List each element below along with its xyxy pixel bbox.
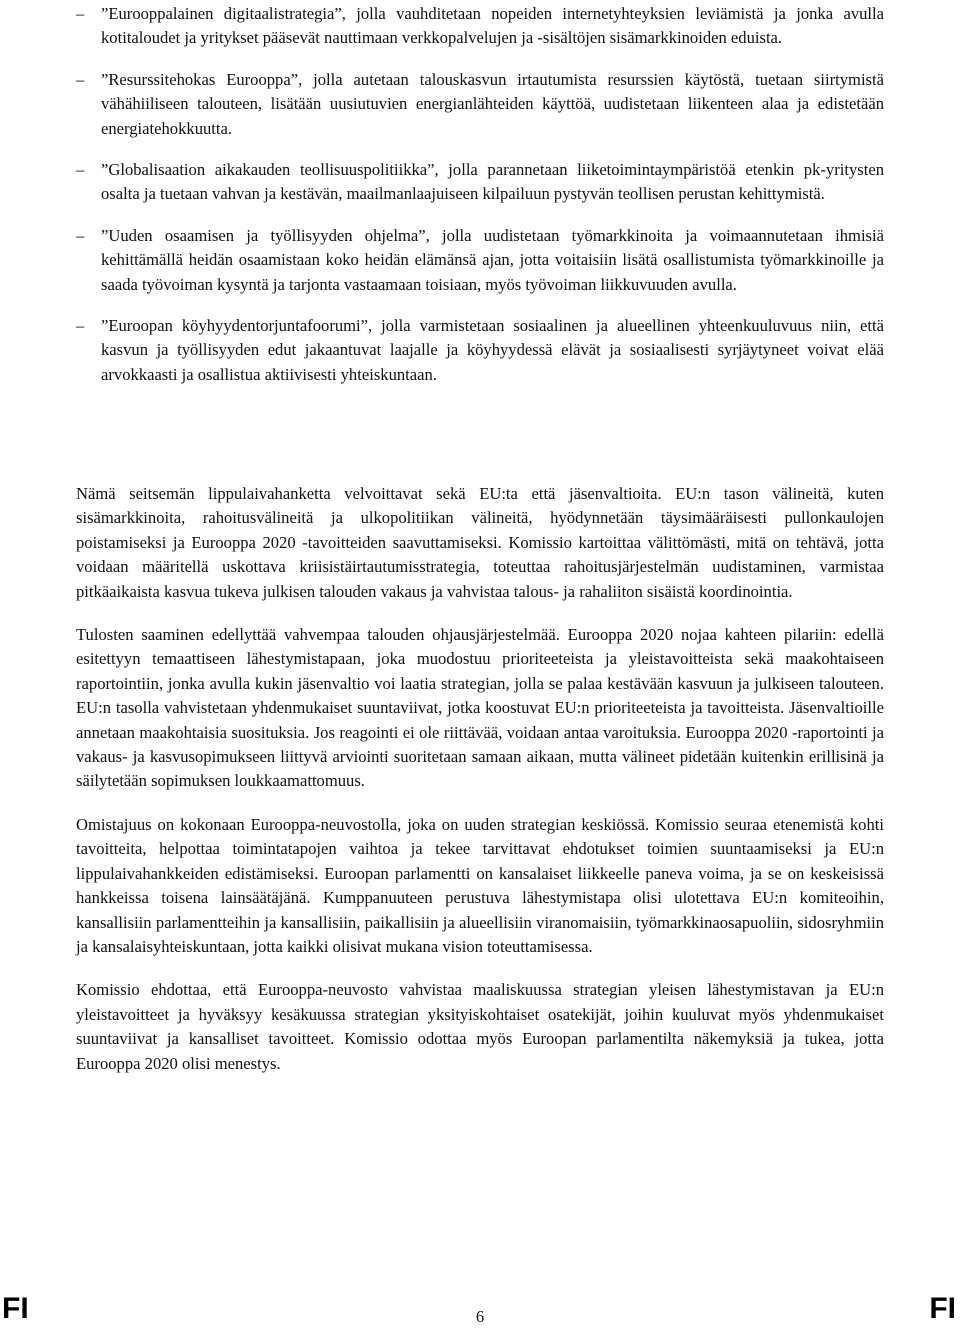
list-item-text: ”Resurssitehokas Eurooppa”, jolla autetaan talouskasvun irtautumista resurssien käytöstä, tuetaan siirtymistä vähähiiliseen talouteen, lisätään uusiutuvien energianlähteiden käyttöä, uudistetaan liikenteen alaa ja edistetään energiatehokkuutta. — [101, 69, 884, 138]
list-item — [76, 158, 884, 207]
list-item — [76, 224, 884, 297]
paragraph: Nämä seitsemän lippulaivahanketta velvoittavat sekä EU:ta että jäsenvaltioita. EU:n tason välineitä, kuten sisämarkkinoita, rahoitusvälineitä ja ulkopolitiikan välineitä, hyödynnetään täysimääräisesti pullonkaulojen poistamiseksi ja Eurooppa 2020 -tavoitteiden saavuttamiseksi. Komissio kartoittaa välittömästi, mitä on tehtävä, jotta voidaan määritellä uskottava kriisistäirtautumisstrategia, toteuttaa rahoitusjärjestelmän uudistaminen, varmistaa pitkäaikaista kasvua tukeva julkisen talouden vakaus ja vahvistaa talous- ja rahaliiton sisäistä koordinointia. — [76, 484, 884, 601]
dash-marker: – — [76, 69, 85, 89]
body-text — [76, 482, 884, 1095]
paragraph: Komissio ehdottaa, että Eurooppa-neuvosto vahvistaa maaliskuussa strategian yleisen lähestymistavan ja EU:n yleistavoitteet ja hyväksyy kesäkuussa strategian yksityiskohtaiset osatekijät, joihin kuuluvat myös yhdenmukaiset suuntaviivat ja kansalliset tavoitteet. Komissio odottaa myös Euroopan parlamentilta näkemyksiä ja tukea, jotta Eurooppa 2020 olisi menestys. — [76, 980, 884, 1073]
list-item-text: ”Euroopan köyhyydentorjuntafoorumi”, jolla varmistetaan sosiaalinen ja alueellinen yhteenkuuluvuus niin, että kasvun ja työllisyyden edut jakaantuvat laajalle ja köyhyydessä elävät ja sosiaalisesti syrjäytyneet voivat elää arvokkaasti ja osallistua aktiivisesti yhteiskuntaan. — [101, 316, 884, 384]
list-item-text: ”Uuden osaamisen ja työllisyyden ohjelma”, jolla uudistetaan työmarkkinoita ja voimaannutetaan ihmisiä kehittämällä heidän osaamistaan koko heidän elämänsä ajan, jotta voitaisiin lisätä osallistumista työmarkkinoille ja saada työvoiman kysyntä ja tarjonta vastaamaan toisiaan, myös työvoiman liikkuvuuden avulla. — [101, 225, 884, 294]
list-item-text: ”Globalisaation aikakauden teollisuuspolitiikka”, jolla parannetaan liiketoimintaympäristöä etenkin pk-yritysten osalta ja tuetaan vahvan ja kestävän, maailmanlaajuiseen kilpailuun pystyvän teollisen perustan kehittymistä. — [101, 160, 884, 204]
footer-language-code-left: FI — [2, 1292, 29, 1325]
list-item-text: ”Eurooppalainen digitaalistrategia”, jolla vauhditetaan nopeiden internetyhteyksien leviämistä ja jonka avulla kotitaloudet ja yritykset pääsevät nauttimaan verkkopalvelujen ja -sisältöjen sisämarkkinoiden eduista. — [101, 4, 884, 48]
list-item — [76, 2, 884, 51]
footer-language-code-right: FI — [929, 1292, 956, 1325]
paragraph: Tulosten saaminen edellyttää vahvempaa talouden ohjausjärjestelmää. Eurooppa 2020 nojaa kahteen pilariin: edellä esitettyyn temaattiseen lähestymistapaan, joka muodostuu prioriteeteista ja yleistavoitteista sekä maakohtaiseen raportointiin, jonka avulla kukin jäsenvaltio voi laatia strategian, jolla se palaa kestävään kasvuun ja julkiseen talouteen. EU:n tasolla vahvistetaan yhdenmukaiset suuntaviivat, jotka koostuvat EU:n prioriteeteista ja tavoitteista. Jäsenvaltioille annetaan maakohtaisia suosituksia. Jos reagointi ei ole riittävää, voidaan antaa varoituksia. Eurooppa 2020 -raportointi ja vakaus- ja kasvusopimukseen liittyvä arviointi suoritetaan samaan aikaan, mutta välineet pidetään kuitenkin erillisinä ja säilytetään sopimuksen loukkaamattomuus. — [76, 625, 884, 791]
flagship-initiatives-list — [76, 2, 884, 404]
list-item — [76, 68, 884, 141]
page-number: 6 — [475, 1307, 485, 1326]
dash-marker: – — [76, 316, 85, 336]
list-item — [76, 314, 884, 387]
dash-marker: – — [76, 4, 85, 23]
dash-marker: – — [76, 225, 85, 245]
dash-marker: – — [76, 160, 85, 180]
paragraph: Omistajuus on kokonaan Eurooppa-neuvostolla, joka on uuden strategian keskiössä. Komissio seuraa etenemistä kohti tavoitteita, helpottaa toimintatapojen vaihtoa ja tekee tarvittavat ehdotukset toimien suuntaamiseksi ja EU:n lippulaivahankkeiden edistämiseksi. Euroopan parlamentti on kansalaiset liikkeelle paneva voima, ja se on keskeisissä hankkeissa toisena lainsäätäjänä. Kumppanuuteen perustuva lähestymistapa olisi ulotettava EU:n komiteoihin, kansallisiin parlamentteihin ja kansallisiin, paikallisiin ja alueellisiin viranomaisiin, työmarkkinaosapuoliin, sidosryhmiin ja kansalaisyhteiskuntaan, jotta kaikki olisivat mukana vision toteuttamisessa. — [76, 814, 884, 956]
